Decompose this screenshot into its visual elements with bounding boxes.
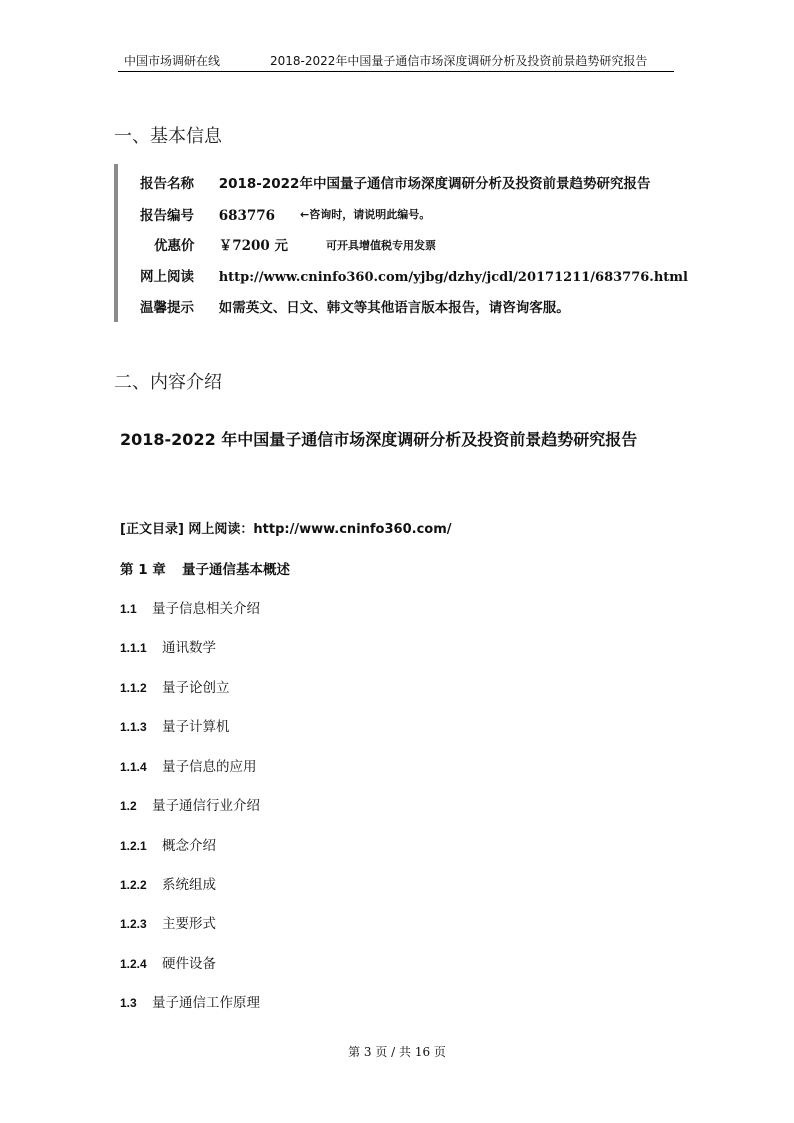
page-header-title: 2018-2022年中国量子通信市场深度调研分析及投资前景趋势研究报告 xyxy=(270,54,648,68)
toc-item xyxy=(120,597,260,617)
toc-title: 量子计算机 xyxy=(162,719,230,735)
toc-item xyxy=(120,952,216,972)
toc-number: 1.2.2 xyxy=(120,878,147,892)
info-label: 网上阅读 xyxy=(140,269,194,285)
page-footer: 第 3 页 / 共 16 页 xyxy=(348,1045,446,1059)
online-link[interactable]: http://www.cninfo360.com/yjbg/dzhy/jcdl/20171211/683776.html xyxy=(218,270,688,285)
info-label: 优惠价 xyxy=(154,238,195,254)
info-row-tip xyxy=(140,296,570,316)
toc-number: 1.2.1 xyxy=(120,839,147,853)
toc-title: 量子通信行业介绍 xyxy=(152,798,260,814)
toc-title: 概念介绍 xyxy=(162,838,216,854)
toc-item xyxy=(120,991,260,1011)
toc-item xyxy=(120,755,257,775)
info-value: 如需英文、日文、韩文等其他语言版本报告，请咨询客服。 xyxy=(218,300,570,316)
info-row-name xyxy=(140,172,650,192)
toc-title: 量子通信基本概述 xyxy=(182,562,290,578)
toc-title: 量子通信工作原理 xyxy=(152,995,260,1011)
toc-heading[interactable]: [正文目录] 网上阅读：http://www.cninfo360.com/ xyxy=(120,522,452,537)
toc-number: 1.3 xyxy=(120,996,137,1010)
info-row-online xyxy=(140,265,688,285)
toc-number: 1.1.1 xyxy=(120,641,147,655)
toc-number: 1.1.3 xyxy=(120,720,147,734)
info-label: 报告名称 xyxy=(140,176,194,192)
toc-title: 主要形式 xyxy=(162,916,216,932)
info-value: 2018-2022年中国量子通信市场深度调研分析及投资前景趋势研究报告 xyxy=(218,176,651,192)
price-note: 可开具增值税专用发票 xyxy=(326,239,436,252)
info-value: ￥7200 元 xyxy=(218,238,288,254)
toc-number: 1.1.4 xyxy=(120,760,147,774)
section-heading-basic-info: 一、基本信息 xyxy=(114,126,222,147)
toc-number: 1.2 xyxy=(120,799,137,813)
toc-item xyxy=(120,912,216,932)
toc-number: 1.1 xyxy=(120,602,137,616)
page-header-site: 中国市场调研在线 xyxy=(124,54,221,68)
info-value: 683776 xyxy=(218,208,276,224)
toc-title: 量子信息相关介绍 xyxy=(152,601,260,617)
toc-item xyxy=(120,873,216,893)
toc-number: 1.2.4 xyxy=(120,957,147,971)
toc-item xyxy=(120,834,216,854)
toc-number: 1.1.2 xyxy=(120,681,147,695)
code-note: ←咨询时，请说明此编号。 xyxy=(300,208,431,221)
info-row-code xyxy=(140,204,275,224)
info-row-price xyxy=(140,234,288,254)
header-divider xyxy=(118,71,674,72)
toc-title: 硬件设备 xyxy=(162,956,216,972)
toc-item xyxy=(120,636,216,656)
toc-item xyxy=(120,558,290,578)
toc-number: 1.2.3 xyxy=(120,917,147,931)
toc-number: 第 1 章 xyxy=(120,562,166,578)
toc-item xyxy=(120,794,260,814)
document-title: 2018-2022 年中国量子通信市场深度调研分析及投资前景趋势研究报告 xyxy=(120,430,638,449)
info-label: 温馨提示 xyxy=(140,300,194,316)
toc-title: 系统组成 xyxy=(162,877,216,893)
toc-title: 通讯数学 xyxy=(162,640,216,656)
info-label: 报告编号 xyxy=(140,208,194,224)
toc-item xyxy=(120,715,230,735)
info-left-bar xyxy=(114,164,118,322)
section-heading-content: 二、内容介绍 xyxy=(114,372,222,393)
toc-title: 量子信息的应用 xyxy=(162,759,257,775)
toc-item xyxy=(120,676,230,696)
toc-title: 量子论创立 xyxy=(162,680,230,696)
